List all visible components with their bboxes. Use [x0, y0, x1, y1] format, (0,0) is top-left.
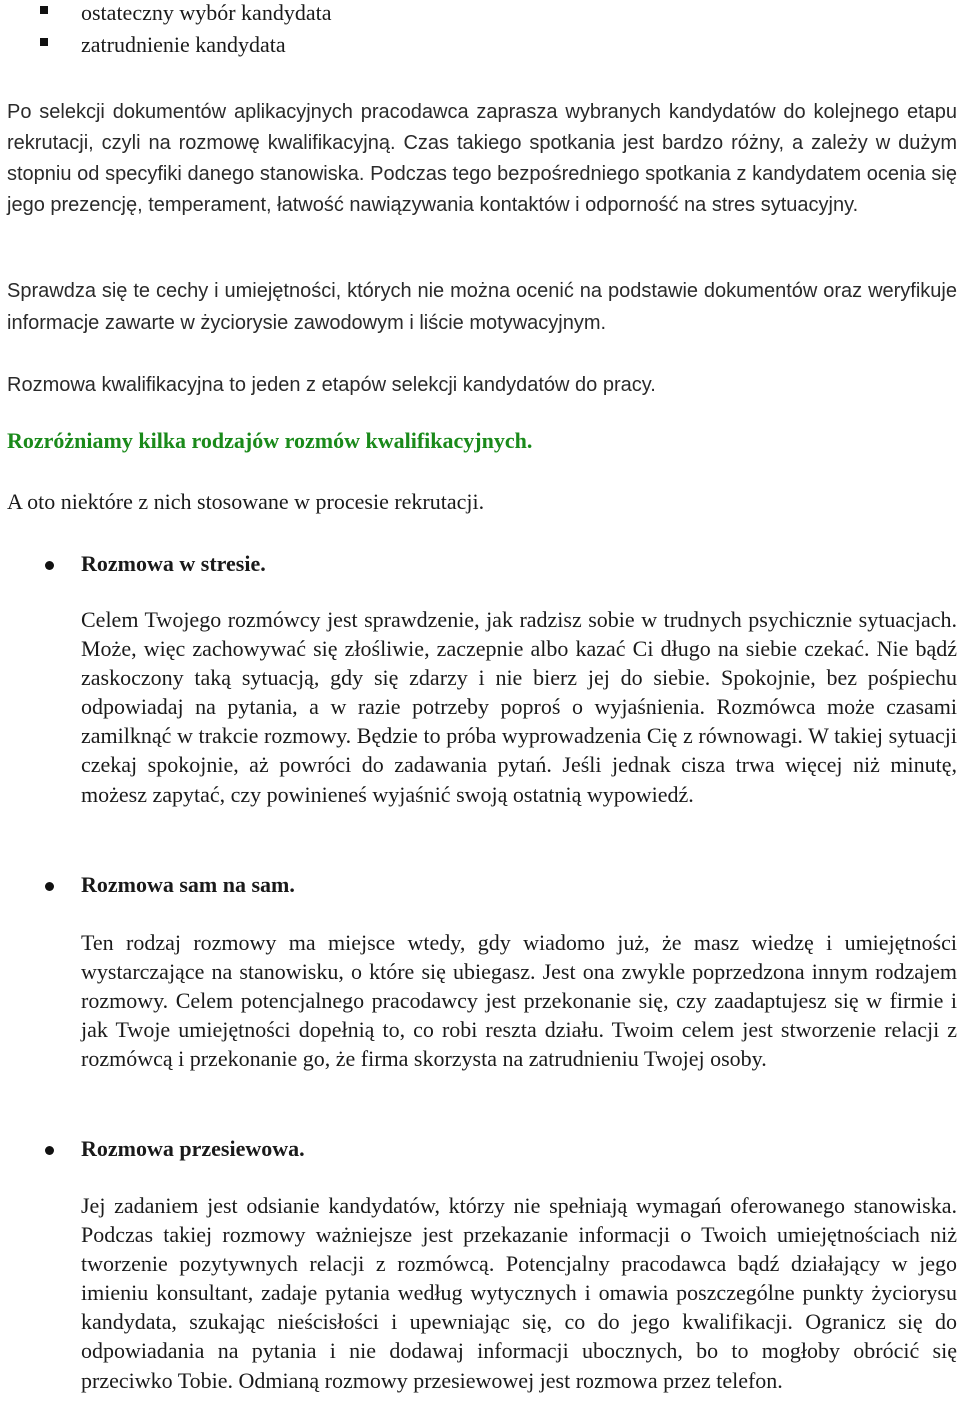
section-heading: Rozróżniamy kilka rodzajów rozmów kwalifikacyjnych.	[7, 428, 533, 453]
section-title-text: Rozmowa sam na sam.	[81, 872, 295, 897]
square-bullet-icon	[40, 6, 48, 14]
intro-paragraph-1: Po selekcji dokumentów aplikacyjnych pracodawca zaprasza wybranych kandydatów do kolejnego etapu rekrutacji, czyli na rozmowę kwalifikacyjną. Czas takiego spotkania jest bardzo różny, a zależy w dużym stopniu od specyfiki danego stanowiska. Podczas tego bezpośredniego spotkania z kandydatem ocenia się jego prezencję, temperament, łatwość nawiązywania kontaktów i odporność na stres sytuacyjny.	[7, 101, 957, 216]
list-item-text: ostateczny wybór kandydata	[81, 0, 332, 25]
bullet-dot-icon	[45, 561, 54, 570]
list-item	[39, 0, 939, 32]
square-bullet-list	[39, 0, 939, 64]
bullet-dot-icon	[45, 1146, 54, 1155]
list-item	[39, 32, 939, 64]
list-item-text: zatrudnienie kandydata	[81, 32, 286, 57]
section-body-screening: Jej zadaniem jest odsianie kandydatów, którzy nie spełniają wymagań oferowanego stanowiska. Podczas takiej rozmowy ważniejsze jest przekazanie informacji o Twoich umiejętnościach niż tworzenie pozytywnych relacji z rozmówcą. Potencjalny pracodawca bądź działający w jego imieniu konsultant, zadaje pytania według wytycznych i omawia poszczególne punkty życiorysu kandydata, szukając nieścisłości i upewniając się, co do jego kwalifikacji. Ogranicz się do odpowiadania na pytania i nie dodawaj informacji ubocznych, bo to mogłoby obrócić się przeciwko Tobie. Odmianą rozmowy przesiewowej jest rozmowa przez telefon.	[81, 1193, 957, 1393]
section-body-one-on-one: Ten rodzaj rozmowy ma miejsce wtedy, gdy wiadomo już, że masz wiedzę i umiejętności wystarczające na stanowisku, o które się ubiegasz. Jest ona zwykle poprzedzona innym rodzajem rozmowy. Celem potencjalnego pracodawcy jest przekonanie się, czy zaadaptujesz się w firmie i jak Twoje umiejętności dopełnią to, co robi reszta działu. Twoim celem jest stworzenie relacji z rozmówcą i przekonanie go, że firma skorzysta na zatrudnieniu Twojej osoby.	[81, 930, 957, 1072]
square-bullet-icon	[40, 38, 48, 46]
intro-paragraph-4: A oto niektóre z nich stosowane w procesie rekrutacji.	[7, 489, 485, 514]
intro-paragraph-2: Sprawdza się te cechy i umiejętności, których nie można ocenić na podstawie dokumentów oraz weryfikuje informacje zawarte w życiorysie zawodowym i liście motywacyjnym.	[7, 280, 957, 334]
intro-paragraph-3: Rozmowa kwalifikacyjna to jeden z etapów selekcji kandydatów do pracy.	[7, 374, 656, 396]
section-title-text: Rozmowa przesiewowa.	[81, 1136, 305, 1161]
bullet-dot-icon	[45, 882, 54, 891]
section-title-text: Rozmowa w stresie.	[81, 551, 266, 576]
section-body-stress: Celem Twojego rozmówcy jest sprawdzenie, jak radzisz sobie w trudnych psychicznie sytuacjach. Może, więc zachowywać się złośliwie, zaczepnie albo kazać Ci długo na siebie czekać. Nie bądź zaskoczony taką sytuacją, gdy się zdarzy i nie bierz jej do siebie. Spokojnie, bez pośpiechu odpowiadaj na pytania, a w razie potrzeby poproś o wyjaśnienia. Rozmówca może czasami zamilknąć w trakcie rozmowy. Będzie to próba wyprowadzenia Cię z równowagi. W takiej sytuacji czekaj spokojnie, aż powróci do zadawania pytań. Jeśli jednak cisza trwa więcej niż minutę, możesz zapytać, czy powinieneś wyjaśnić swoją ostatnią wypowiedź.	[81, 607, 957, 807]
